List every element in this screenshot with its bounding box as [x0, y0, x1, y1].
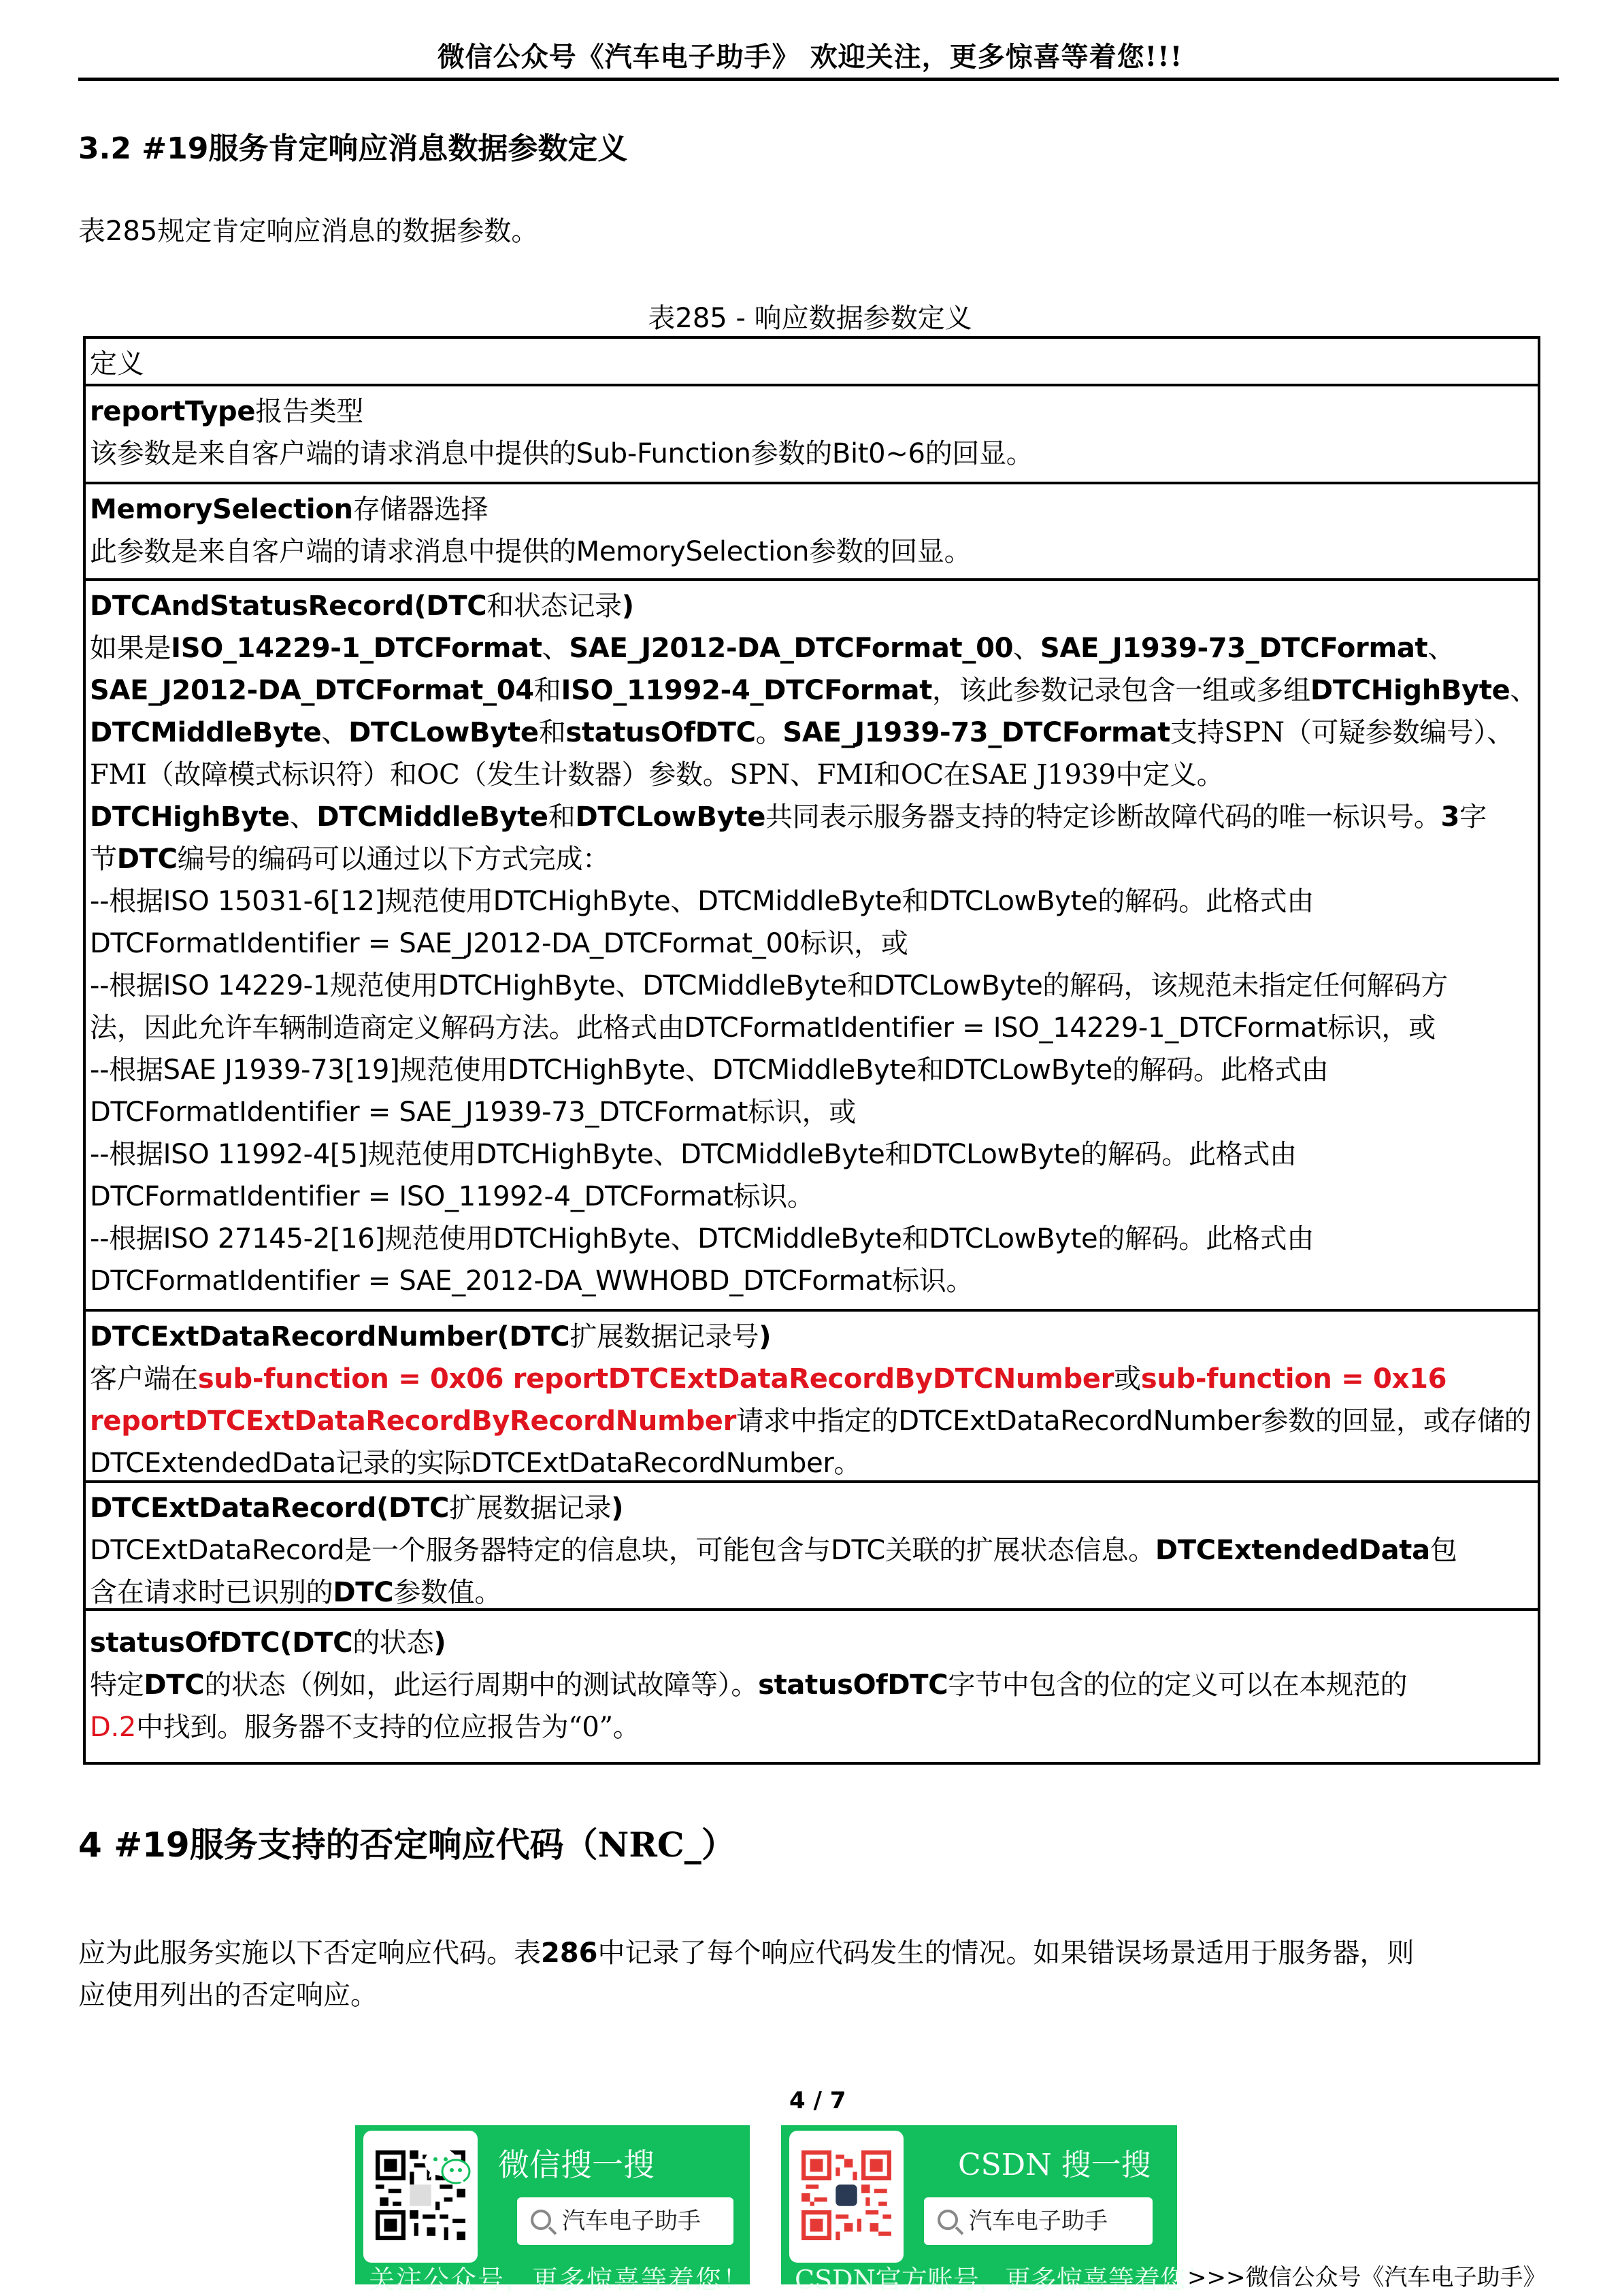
caption-number: 285 - — [675, 303, 746, 334]
row-description-line: 特定DTC的状态（例如，此运行周期中的测试故障等）。statusOfDTC字节中包含的位的定义可以在本规范的 — [90, 1669, 1408, 1701]
row-title: DTCExtDataRecord(DTC扩展数据记录) — [90, 1493, 624, 1524]
csdn-banner-title: CSDN 搜一搜 — [958, 2148, 1151, 2182]
intro-text-rest: 规定肯定响应消息的数据参数。 — [157, 216, 539, 247]
row-title: DTCAndStatusRecord(DTC和状态记录) — [90, 590, 634, 622]
csdn-qr-code — [789, 2131, 904, 2263]
footer-brand-text: >>>微信公众号《汽车电子助手》 — [1187, 2264, 1547, 2291]
wechat-search-banner[interactable] — [355, 2125, 750, 2295]
section-heading-4 — [78, 1818, 735, 1867]
csdn-search-box[interactable] — [924, 2197, 1153, 2245]
header-cell-definition: 定义 — [90, 348, 144, 380]
table-row-reporttype — [86, 384, 1538, 482]
section-title: 服务肯定响应消息数据参数定义 — [208, 131, 628, 166]
row-description-line: --根据SAE J1939-73[19]规范使用DTCHighByte、DTCMiddleByte和DTCLowByte的解码。此格式由 — [90, 1054, 1329, 1086]
caption-title: 响应数据参数定义 — [754, 303, 972, 334]
table-row-memoryselection — [86, 482, 1538, 578]
row-description-line: --根据ISO 14229-1规范使用DTCHighByte、DTCMiddleByte和DTCLowByte的解码，该规范未指定任何解码方 — [90, 970, 1448, 1001]
row-description-line: 节DTC编号的编码可以通过以下方式完成： — [90, 844, 610, 875]
row-description-line: 法，因此允许车辆制造商定义解码方法。此格式由DTCFormatIdentifier = ISO_14229-1_DTCFormat标识，或 — [90, 1012, 1436, 1044]
search-icon — [531, 2210, 551, 2230]
search-icon — [938, 2210, 958, 2230]
row-description-line: SAE_J2012-DA_DTCFormat_04和ISO_11992-4_DTCFormat，该此参数记录包含一组或多组DTCHighByte、 — [90, 675, 1538, 706]
search-text: 汽车电子助手 — [969, 2208, 1108, 2235]
response-parameter-table — [83, 336, 1540, 1765]
nrc-paragraph-line1: 应为此服务实施以下否定响应代码。表286中记录了每个响应代码发生的情况。如果错误场景适用于服务器，则 — [78, 1937, 1415, 1969]
table-caption — [0, 297, 1620, 335]
wechat-banner-footer: 关注公众号，更多惊喜等着您！ — [369, 2265, 750, 2295]
page-number: 4 / 7 — [789, 2087, 846, 2114]
row-description-line: --根据ISO 11992-4[5]规范使用DTCHighByte、DTCMiddleByte和DTCLowByte的解码。此格式由 — [90, 1139, 1297, 1170]
row-description-line: DTCMiddleByte、DTCLowByte和statusOfDTC。SAE_J1939-73_DTCFormat支持SPN（可疑参数编号）、 — [90, 717, 1515, 748]
section-number: 3.2 #19 — [78, 131, 209, 166]
row-title: reportType报告类型 — [90, 396, 364, 427]
table-row-dtcextdatarecord — [86, 1480, 1538, 1608]
table-row-statusofdtc — [86, 1608, 1538, 1762]
highlight-report-by-record-number: reportDTCExtDataRecordByRecordNumber — [90, 1405, 737, 1437]
intro-text: 表 — [78, 216, 105, 247]
row-title: MemorySelection存储器选择 — [90, 494, 489, 525]
row-description-line: --根据ISO 15031-6[12]规范使用DTCHighByte、DTCMiddleByte和DTCLowByte的解码。此格式由 — [90, 886, 1314, 917]
page-header-text: 微信公众号《汽车电子助手》 欢迎关注，更多惊喜等着您!!! — [437, 41, 1183, 73]
highlight-subfunction-0x06: sub-function = 0x06 reportDTCExtDataRecordByDTCNumber — [197, 1363, 1114, 1395]
nrc-paragraph-line2: 应使用列出的否定响应。 — [78, 1980, 378, 2011]
header-divider — [78, 78, 1559, 81]
row-description-line: DTCExtendedData记录的实际DTCExtDataRecordNumber。 — [90, 1448, 861, 1479]
row-description-line: DTCFormatIdentifier = SAE_2012-DA_WWHOBD_DTCFormat标识。 — [90, 1265, 974, 1297]
row-description-line: DTCFormatIdentifier = SAE_J2012-DA_DTCFormat_00标识，或 — [90, 928, 908, 959]
row-title: DTCExtDataRecordNumber(DTC扩展数据记录号) — [90, 1321, 772, 1352]
row-description: 该参数是来自客户端的请求消息中提供的Sub-Function参数的Bit0~6的回显。 — [90, 438, 1034, 469]
row-description-line: 含在请求时已识别的DTC参数值。 — [90, 1577, 502, 1608]
row-description-line: DTCFormatIdentifier = SAE_J1939-73_DTCFormat标识，或 — [90, 1097, 856, 1128]
intro-paragraph — [78, 210, 538, 248]
section-number: 4 #19 — [78, 1825, 190, 1865]
row-description-line: --根据ISO 27145-2[16]规范使用DTCHighByte、DTCMiddleByte和DTCLowByte的解码。此格式由 — [90, 1223, 1314, 1254]
highlight-subfunction-0x16: sub-function = 0x16 — [1140, 1363, 1447, 1395]
row-description-line: DTCHighByte、DTCMiddleByte和DTCLowByte共同表示服务器支持的特定诊断故障代码的唯一标识号。3字 — [90, 801, 1487, 833]
section-heading-3-2 — [78, 124, 627, 167]
wechat-icon — [423, 2146, 471, 2186]
csdn-search-banner[interactable] — [781, 2125, 1212, 2295]
row-description-line: reportDTCExtDataRecordByRecordNumber请求中指定的DTCExtDataRecordNumber参数的回显，或存储的 — [90, 1405, 1532, 1437]
csdn-banner-footer: CSDN官方账号，更多惊喜等着您！ — [795, 2265, 1212, 2295]
search-text: 汽车电子助手 — [562, 2208, 701, 2235]
wechat-search-box[interactable] — [517, 2197, 733, 2245]
section-title: 服务支持的否定响应代码（NRC_） — [189, 1825, 735, 1865]
row-description-line: 客户端在sub-function = 0x06 reportDTCExtDataRecordByDTCNumber或sub-function = 0x16 — [90, 1363, 1447, 1395]
row-description-line: FMI（故障模式标识符）和OC（发生计数器）参数。SPN、FMI和OC在SAE J1939中定义。 — [90, 759, 1224, 791]
table-ref: 285 — [105, 216, 158, 247]
row-description: 此参数是来自客户端的请求消息中提供的MemorySelection参数的回显。 — [90, 536, 972, 567]
table-row-dtcextdatarecordnumber — [86, 1309, 1538, 1480]
table-header-row — [86, 339, 1538, 384]
wechat-banner-title: 微信搜一搜 — [498, 2146, 655, 2183]
row-description-line: D.2中找到。服务器不支持的位应报告为“0”。 — [90, 1712, 640, 1743]
row-description-line: 如果是ISO_14229-1_DTCFormat、SAE_J2012-DA_DTCFormat_00、SAE_J1939-73_DTCFormat、 — [90, 633, 1455, 664]
qr-code-icon — [801, 2144, 891, 2246]
link-annex-d2[interactable]: D.2 — [90, 1712, 137, 1743]
row-description-line: DTCExtDataRecord是一个服务器特定的信息块，可能包含与DTC关联的扩展状态信息。DTCExtendedData包 — [90, 1535, 1457, 1566]
caption-prefix: 表 — [648, 303, 676, 334]
row-title: statusOfDTC(DTC的状态) — [90, 1627, 446, 1659]
row-description-line: DTCFormatIdentifier = ISO_11992-4_DTCFormat标识。 — [90, 1181, 814, 1212]
table-row-dtcandstatusrecord — [86, 578, 1538, 1309]
